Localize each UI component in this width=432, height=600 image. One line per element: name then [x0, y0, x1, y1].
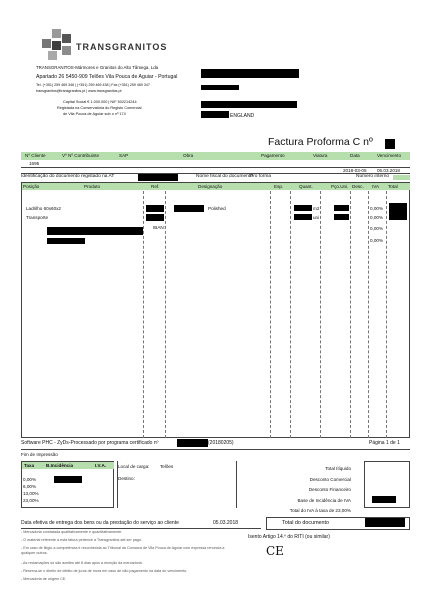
column-header: Esp.: [274, 184, 284, 189]
column-header: SAP: [119, 153, 129, 158]
vat-rate: 0,00%: [370, 226, 384, 231]
load-place-label: Local de carga:: [118, 464, 150, 469]
client-address-redacted: [201, 101, 297, 108]
logo-square: [62, 34, 71, 43]
document-number-redacted: [385, 139, 395, 149]
company-contacts: transgranitos@transgranitos.pt | www.transgranitos.pt: [36, 89, 122, 93]
designation-text: Polished: [208, 206, 226, 211]
column-header: B.Incidência: [46, 463, 74, 468]
column-header: Total: [388, 184, 398, 189]
column-header: Pagamento: [261, 153, 285, 158]
column-header: Quant.: [299, 184, 313, 189]
iban-detail-redacted: [47, 227, 143, 235]
logo-square: [42, 39, 51, 48]
certificate-suffix: (20180205): [208, 440, 234, 446]
company-registry: Registada na Conservatória do Registo Comercial: [57, 106, 142, 110]
lines-table: [21, 182, 410, 438]
column-header: Produto: [84, 184, 101, 189]
client-address-redacted: [201, 111, 229, 118]
software-certification: Software PHC - ZyDs-Processado por programa certificado nº: [21, 440, 159, 446]
footer-note: - Mercadoria contratada qualitativamente e quantitativamente.: [21, 530, 123, 534]
footer-note: - As reclamações só são aceites até 8 dias após a receção da mercadoria.: [21, 561, 143, 565]
quantity-redacted: [294, 214, 312, 220]
iban-detail-redacted: [47, 238, 85, 244]
footer-note: - O material referente a esta fatura pertence a Transgranitos até ser pago.: [21, 538, 142, 542]
quantity-redacted: [294, 205, 312, 211]
at-identification-redacted: [138, 174, 178, 181]
tax-table: [21, 461, 114, 508]
price-redacted: [334, 205, 349, 211]
column-header: Vencimento: [377, 153, 402, 158]
logo-square: [52, 41, 61, 50]
unit-text: uni: [313, 215, 320, 220]
vat-exemption-note: Isento Artigo 14.º do RITI (ou similar): [248, 534, 330, 540]
document-total-redacted: [365, 518, 405, 527]
column-header: IVA: [372, 184, 380, 189]
iban-label: IBAN:: [153, 225, 165, 230]
footer-note: - Em caso de litígio a competência é reconhecida ao Tribunal da Comarca de Vila Pouca de Aguiar com expressa renuncia a qualquer outros.: [21, 546, 225, 555]
page-number: Página 1 de 1: [369, 440, 400, 446]
load-place-value: Telões: [160, 464, 174, 469]
column-header: I.V.A.: [95, 463, 107, 468]
footer-note: - Reserva-se o direito de débito de juros de mora em caso de não pagamento na data do vencimento.: [21, 569, 188, 573]
reference-redacted: [146, 205, 164, 212]
column-header: Taxa: [24, 463, 35, 468]
reference-redacted: [146, 214, 164, 221]
tax-base-redacted: [54, 476, 82, 483]
ce-mark: CE: [266, 544, 284, 558]
total-illiquid-label: Total Ilíquido: [325, 466, 351, 471]
company-address: Apartado 26 5450-909 Telões Vila Pouca de Aguiar - Portugal: [36, 74, 178, 80]
certificate-number-redacted: [177, 439, 208, 447]
product-name: Transporte: [26, 215, 49, 220]
internal-number-label: Número interno: [356, 174, 390, 179]
company-logo: [38, 29, 74, 63]
column-header: Nº Cliente: [25, 153, 46, 158]
fiscal-name-value: Pro forma: [250, 174, 272, 179]
column-header: Desc.: [352, 184, 364, 189]
document-total-label: Total do documento: [282, 520, 330, 526]
client-number: 1695: [29, 161, 40, 166]
logo-square: [52, 29, 61, 38]
client-country: ENGLAND: [230, 113, 255, 119]
header-table: [21, 152, 410, 173]
destination-label: Destino:: [118, 476, 135, 481]
column-header: Ref.: [151, 184, 160, 189]
footer-note: - Mercadoria de origem CE.: [21, 577, 67, 581]
document-title: Factura Proforma C nº: [268, 136, 373, 148]
column-header: Viatura: [313, 153, 328, 158]
company-full-name: TRANSGRANITOS-Mármores e Granitos do Alto Tâmega, Lda: [36, 65, 159, 70]
fiscal-name-label: Nome fiscal do documento: [196, 174, 253, 179]
client-address-redacted: [201, 85, 239, 90]
delivery-label: Data efetiva de entrega dos bens ou da prestação do serviço ao cliente: [21, 520, 179, 526]
list-item: [22, 214, 410, 222]
tax-rate: 13,00%: [23, 491, 39, 496]
column-header: Data: [350, 153, 360, 158]
logo-square: [48, 51, 57, 60]
designation-redacted: [174, 205, 204, 212]
delivery-date: 05.03.2018: [213, 520, 239, 526]
internal-number-value: [393, 175, 410, 180]
column-header: Pço.Uni.: [331, 184, 349, 189]
company-brand: TRANSGRANITOS: [76, 42, 168, 52]
vat-rate: 0,00%: [370, 206, 384, 211]
commercial-discount-label: Desconto Comercial: [309, 477, 351, 482]
document-date: 2018-03-05: [343, 168, 367, 173]
list-item: [22, 205, 410, 213]
tax-rate: 6,00%: [23, 484, 37, 489]
company-registry: de Vila Pouca de Aguiar sob o nº 174: [63, 112, 126, 116]
column-header: Obra: [183, 153, 194, 158]
vat-base-label: Base de Incidência de IVA: [297, 498, 351, 503]
company-contacts: Tel. (+351) 259 469 346 | (+351) 259 469 438 | Fax (+351) 259 469 347: [36, 83, 150, 87]
tax-rate: 0,00%: [23, 477, 37, 482]
column-header: Designação: [198, 184, 223, 189]
end-of-print: Fim de Impressão: [21, 452, 58, 457]
price-redacted: [334, 214, 349, 220]
company-capital: Capital Social € 1.000.000 | NIF 502214244: [63, 100, 137, 104]
product-name: Ladrilho 60x60x2: [26, 206, 61, 211]
vat-total-label: Total do IVA à taxa de 23,00%: [289, 508, 351, 513]
column-header: Vº Nº Contribuinte: [62, 153, 100, 158]
summary-box: [364, 461, 410, 508]
client-name-redacted: [201, 69, 299, 78]
column-header: Posição: [23, 184, 40, 189]
vat-rate: 0,00%: [370, 238, 384, 243]
tax-rate: 23,00%: [23, 498, 39, 503]
financial-discount-label: Desconto Financeiro: [308, 487, 351, 492]
unit-text: m2: [313, 206, 320, 211]
logo-square: [62, 46, 71, 55]
at-identification-label: Identificação do documento registado na AT: [21, 174, 115, 179]
vat-rate: 0,00%: [370, 215, 384, 220]
document-due-date: 05.03.2018: [377, 168, 400, 173]
